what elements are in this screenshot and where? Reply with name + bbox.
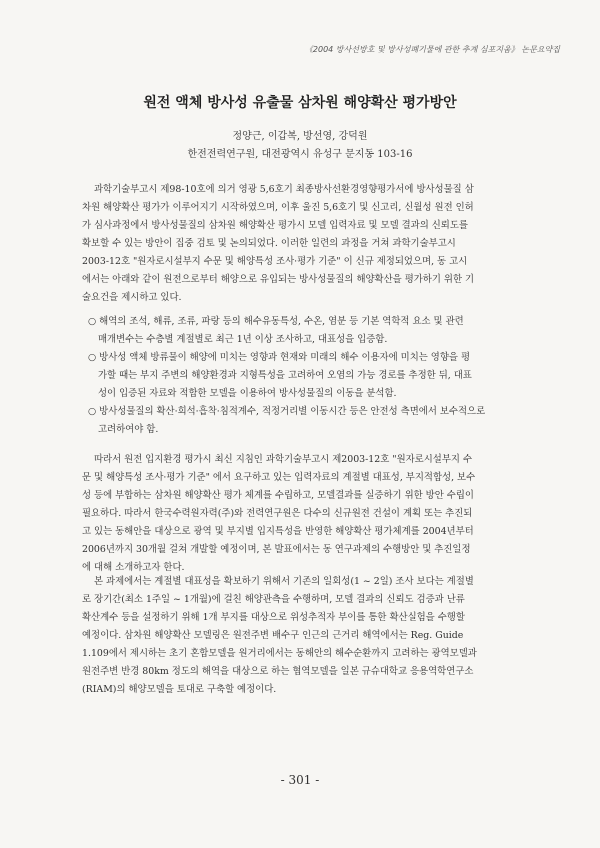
paragraph-3 — [82, 573, 542, 699]
text-line: 본 과제에서는 계절별 대표성을 확보하기 위해서 기존의 일회성(1 ~ 2일) 조사 보다는 계절별 — [94, 576, 474, 587]
text-line: 원전주변 반경 80km 정도의 해역을 대상으로 하는 협역모델을 일본 규슈대학교 응용역학연구소 — [82, 666, 474, 677]
page-number: - 301 - — [280, 773, 320, 787]
text-line: 과학기술부고시 제98-10호에 의거 영광 5,6호기 최종방사선환경영향평가서에 방사성물질 삼 — [94, 184, 474, 195]
text-line: 에서는 아래와 같이 원전으로부터 해양으로 유입되는 방사성물질의 해양확산을 평가하기 위한 기 — [82, 274, 475, 285]
list-item-continuation: 고려하여야 함. — [98, 424, 159, 435]
text-line: 술요건을 제시하고 있다. — [82, 292, 182, 303]
running-header: 《2004 방사선방호 및 방사성폐기물에 관한 추계 심포지움》 논문요약집 — [304, 45, 560, 54]
list-item: ○ 해역의 조석, 해류, 조류, 파랑 등의 해수유동특성, 수온, 염분 등 기본 역학적 요소 및 관련 — [88, 316, 464, 327]
paper-title: 원전 액체 방사성 유출물 삼차원 해양확산 평가방안 — [143, 95, 457, 111]
text-line: 2006년까지 30개월 걸쳐 개발할 예정이며, 본 발표에서는 동 연구과제의 수행방안 및 추진일정 — [82, 544, 471, 555]
text-line: 차원 해양확산 평가가 이루어지기 시작하였으며, 이후 울진 5,6호기 및 신고리, 신월성 원전 인허 — [82, 202, 474, 213]
text-line: 고 있는 동해안을 대상으로 광역 및 부지별 입지특성을 반영한 해양확산 평가체계를 2004년부터 — [82, 526, 474, 537]
text-line: 예정이다. 삼차원 해양확산 모델링은 원전주변 배수구 인근의 근거리 해역에서는 Reg. Guide — [82, 630, 464, 641]
text-line: 확보할 수 있는 방안이 집중 검토 및 논의되었다. 이러한 일련의 과정을 거쳐 과학기술부고시 — [82, 238, 456, 249]
text-line: 2003-12호 "원자로시설부지 수문 및 해양특성 조사·평가 기준" 이 신규 제정되었으며, 동 고시 — [82, 256, 468, 267]
list-item: ○ 방사성물질의 확산·희석·흡착·침적계수, 적정거리별 이동시간 등은 안전성 측면에서 보수적으로 — [88, 406, 486, 417]
text-line: 따라서 원전 입지환경 평가시 최신 지침인 과학기술부고시 제2003-12호 "원자로시설부지 수 — [94, 454, 473, 465]
text-line: 가 심사과정에서 방사성물질의 삼차원 해양확산 평가시 모델 입력자료 및 모델 결과의 신뢰도를 — [82, 220, 468, 231]
text-line: 에 대해 소개하고자 한다. — [82, 562, 185, 573]
requirements-list — [82, 313, 542, 439]
paragraph-1 — [82, 181, 542, 307]
text-line: 로 장기간(최소 1주일 ~ 1개월)에 걸친 해양관측을 수행하며, 모델 결과의 신뢰도 검증과 난류 — [82, 594, 465, 605]
text-line: 필요하다. 따라서 한국수력원자력(주)와 전력연구원은 다수의 신규원전 건설이 계획 또는 추진되 — [82, 508, 473, 519]
text-line: 확산계수 등을 설정하기 위해 1개 부지를 대상으로 위성추적자 부이를 통한 확산실험을 수행할 — [82, 612, 465, 623]
paragraph-2 — [82, 451, 542, 577]
list-item-continuation: 가할 때는 부지 주변의 해양환경과 지형특성을 고려하여 오염의 가능 경로를 추정한 뒤, 대표 — [98, 370, 472, 381]
author-list: 정양근, 이갑복, 방선영, 강덕원 — [232, 131, 368, 142]
list-item-continuation: 성이 입증된 자료와 적합한 모델을 이용하여 방사성물질의 이동을 분석함. — [98, 388, 397, 399]
text-line: 문 및 해양특성 조사·평가 기준" 에서 요구하고 있는 입력자료의 계절별 대표성, 부지적합성, 보수 — [82, 472, 476, 483]
text-line: 성 등에 부합하는 삼차원 해양확산 평가 체계를 수립하고, 모델결과를 실증하기 위한 방안 수립이 — [82, 490, 474, 501]
list-item-continuation: 매개변수는 수층별 계절별로 최근 1년 이상 조사하고, 대표성을 입증함. — [98, 334, 388, 345]
text-line: (RIAM)의 해양모델을 토대로 구축할 예정이다. — [82, 684, 277, 695]
affiliation: 한전전력연구원, 대전광역시 유성구 문지동 103-16 — [187, 149, 413, 160]
text-line: 1.109에서 제시하는 초기 혼합모델을 원거리에서는 동해안의 해수순환까지 고려하는 광역모델과 — [82, 648, 477, 659]
list-item: ○ 방사성 액체 방류물이 해양에 미치는 영향과 현재와 미래의 해수 이용자에 미치는 영향을 평 — [88, 352, 471, 363]
